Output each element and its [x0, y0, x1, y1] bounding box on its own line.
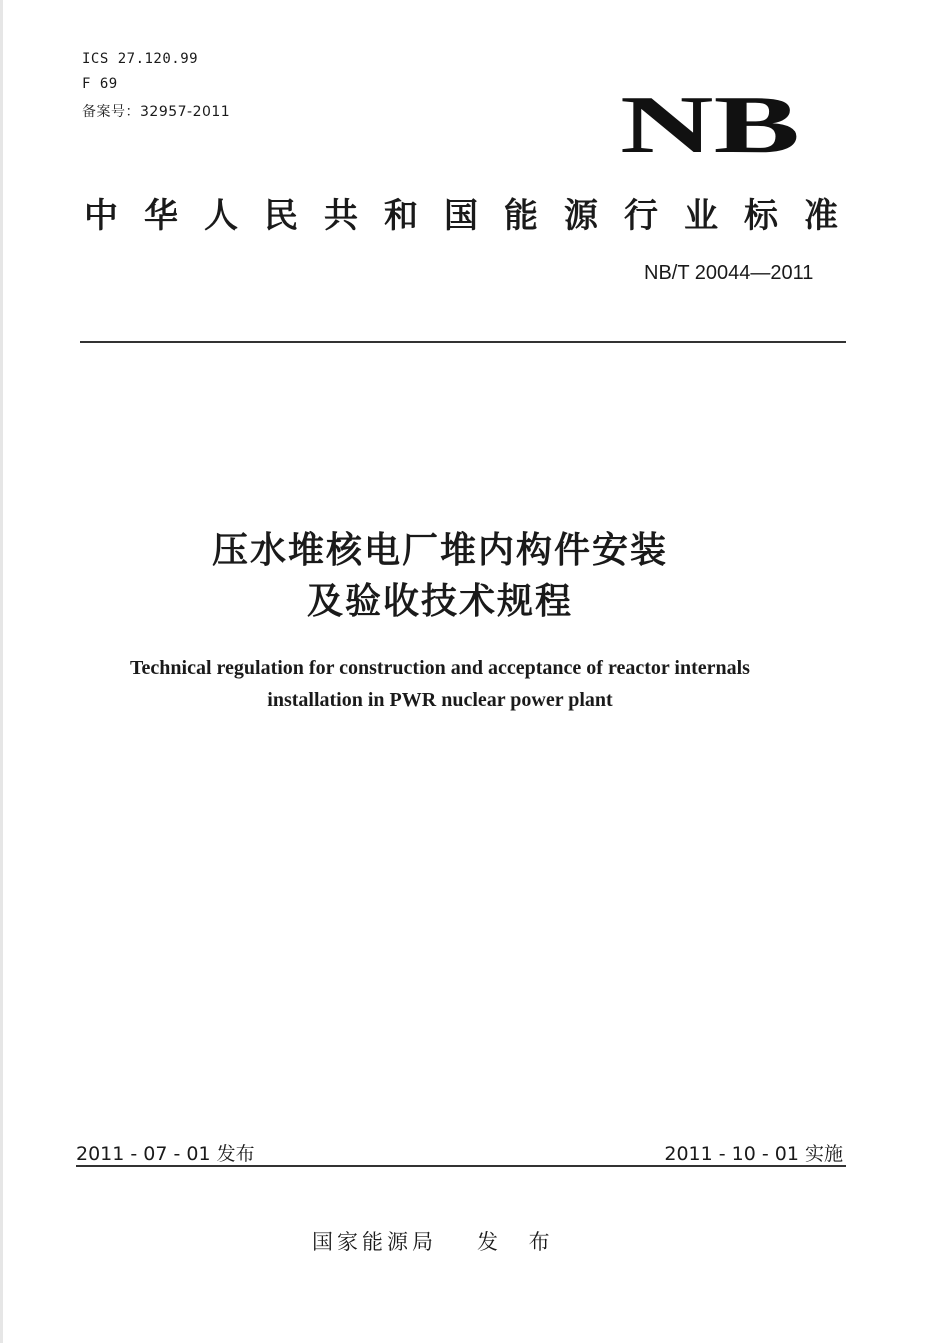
nb-logo — [620, 84, 800, 164]
top-divider — [80, 341, 846, 343]
issue-date: 2011 - 07 - 01 发布 — [76, 1143, 255, 1165]
implementation-date: 2011 - 10 - 01 实施 — [664, 1143, 843, 1165]
title-en-line1: Technical regulation for construction and acceptance of reactor internals — [130, 657, 750, 679]
classification-code: F 69 — [82, 76, 118, 92]
title-en-line2: installation in PWR nuclear power plant — [267, 689, 613, 711]
standard-category: 中华人民共和国能源行业标准 — [84, 196, 864, 236]
title-cn-line1: 压水堆核电厂堆内构件安装 — [211, 530, 668, 571]
standard-number: NB/T 20044—2011 — [644, 262, 814, 284]
publisher-line — [312, 1226, 562, 1256]
publisher-org: 国家能源局 — [312, 1230, 437, 1254]
bottom-divider — [76, 1165, 846, 1167]
publisher-action: 发 布 — [477, 1230, 562, 1254]
title-cn-line2: 及验收技术规程 — [306, 581, 573, 622]
nb-logo-text: NB — [620, 84, 800, 164]
ics-code: ICS 27.120.99 — [82, 51, 199, 67]
record-number: 备案号：32957-2011 — [82, 104, 231, 120]
